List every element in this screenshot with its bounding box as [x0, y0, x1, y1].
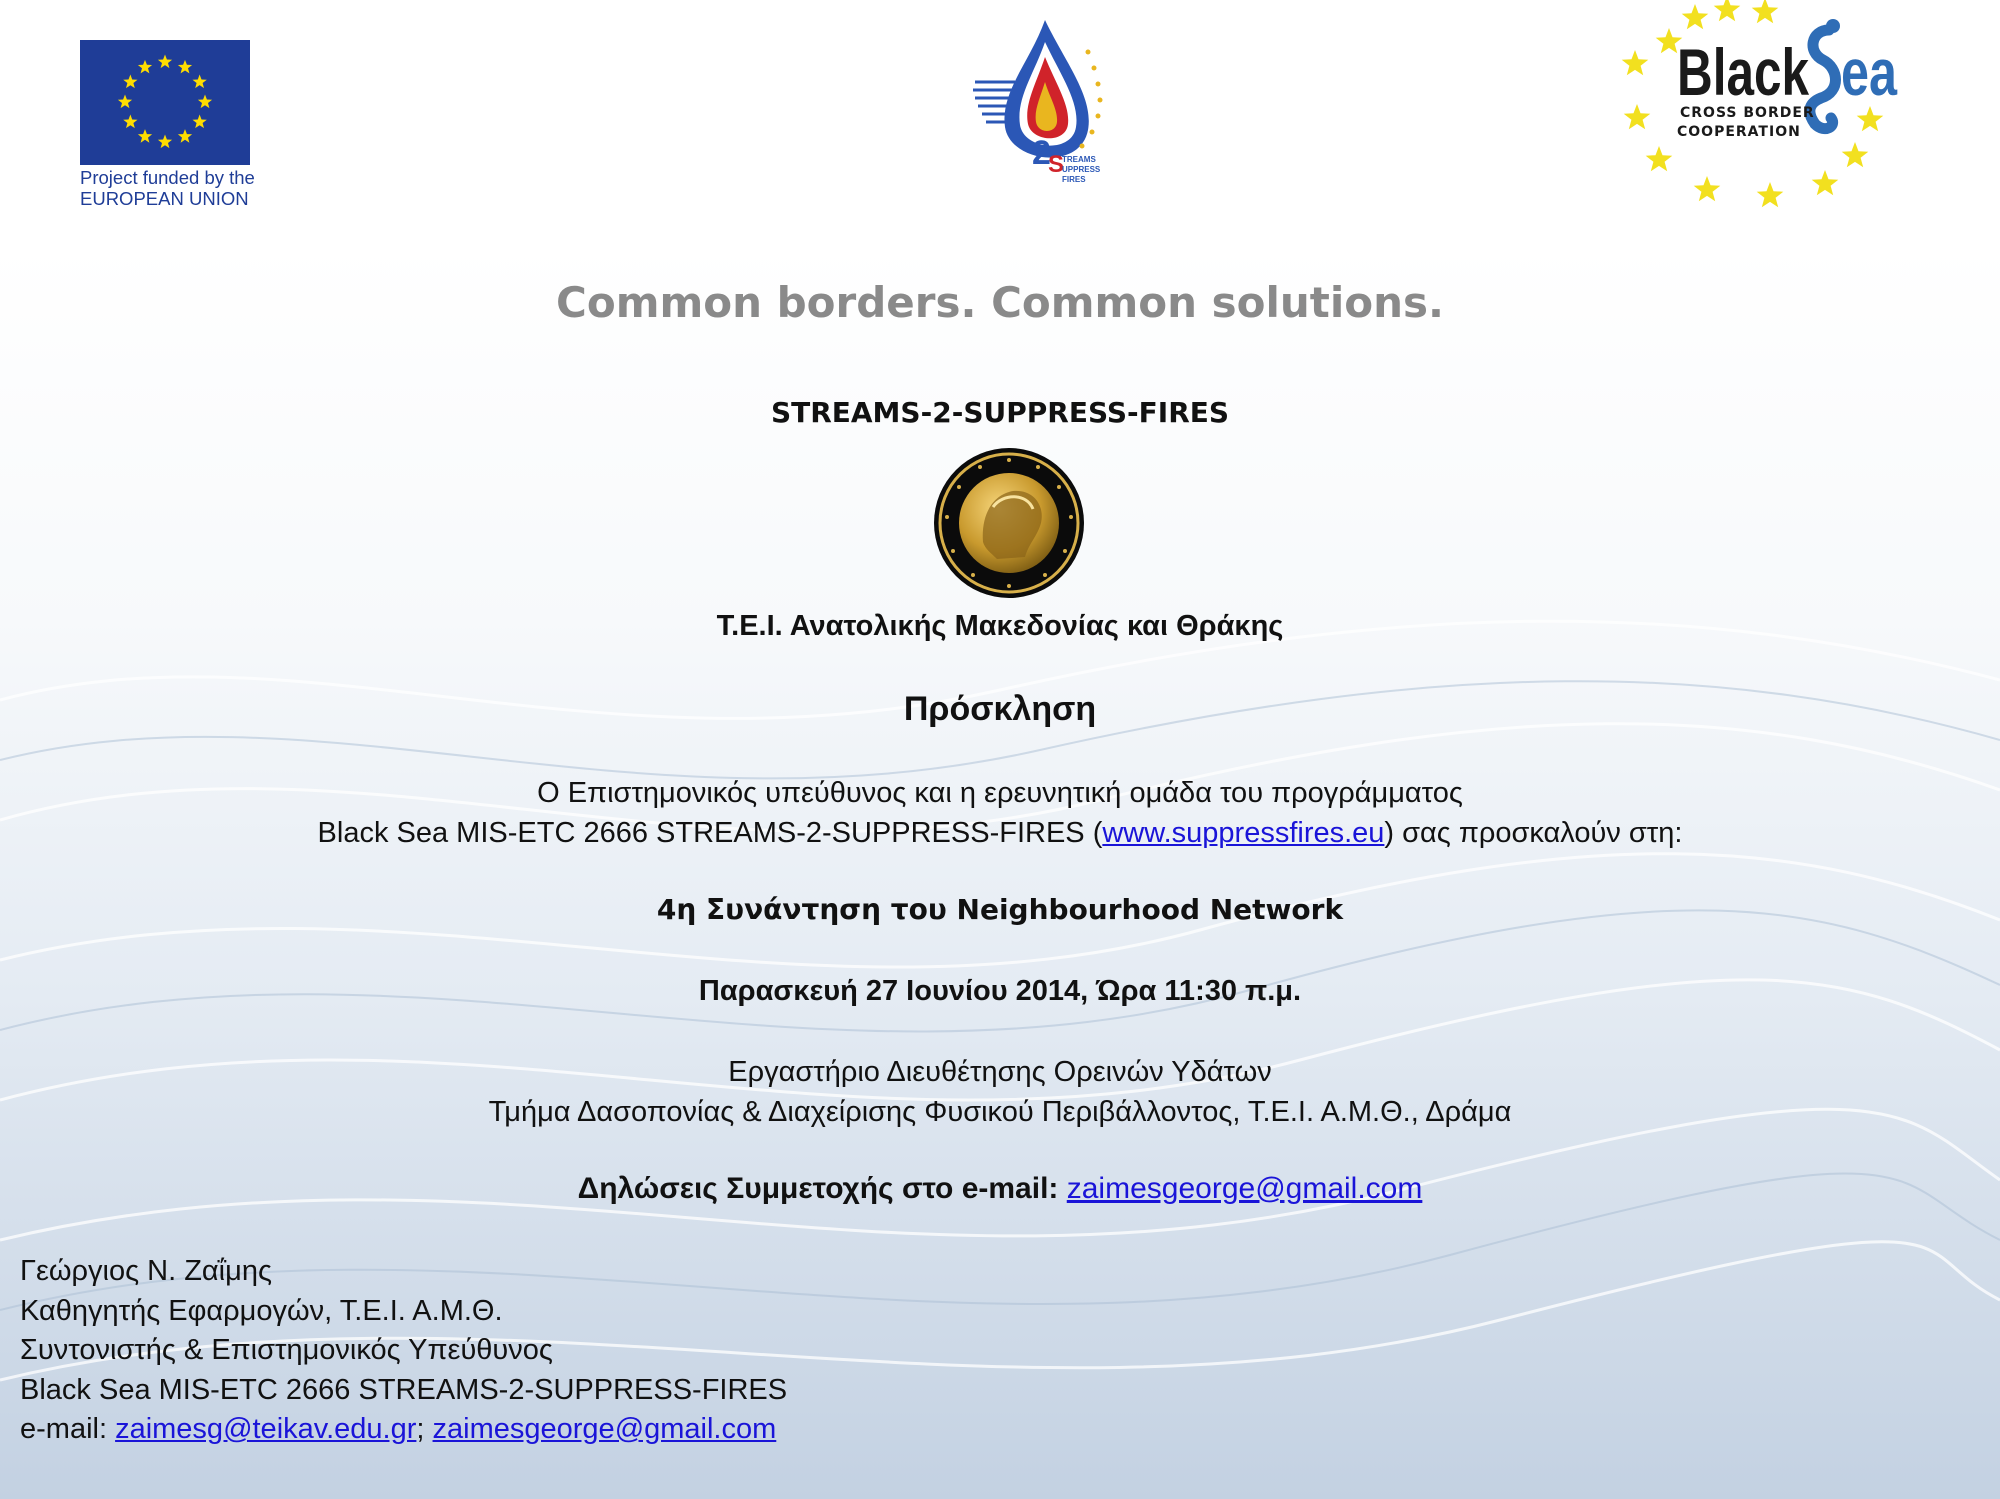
eu-caption-line2: EUROPEAN UNION: [80, 188, 249, 209]
eu-logo: [80, 40, 255, 209]
eu-star: [158, 55, 172, 69]
registration-label: Δηλώσεις Συμμετοχής στο e-mail:: [577, 1172, 1067, 1205]
tagline: Common borders. Common solutions.: [556, 278, 1444, 327]
eu-star: [178, 60, 192, 74]
flame-drop-icon: [970, 12, 1130, 202]
intro-line2-prefix: Black Sea MIS-ETC 2666 STREAMS-2-SUPPRESS-FIRES (: [317, 817, 1103, 849]
black-sea-logo: [1615, 0, 1915, 220]
signature-email-separator: ;: [416, 1413, 433, 1445]
registration-email-link[interactable]: zaimesgeorge@gmail.com: [1066, 1172, 1423, 1205]
svg-text:2: 2: [1032, 134, 1051, 172]
project-title: STREAMS-2-SUPPRESS-FIRES: [770, 396, 1230, 429]
tei-medal-icon: [933, 447, 1085, 599]
black-sea-star: [1842, 142, 1869, 167]
eu-star: [193, 115, 207, 129]
black-sea-star: [1857, 106, 1884, 131]
eu-star: [193, 75, 207, 89]
eu-star: [118, 95, 132, 109]
website-link[interactable]: www.suppressfires.eu: [1102, 817, 1385, 849]
black-sea-word1: Black: [1677, 35, 1810, 109]
venue: [0, 1052, 2000, 1132]
eu-flag-icon: [80, 40, 250, 165]
black-sea-line2: COOPERATION: [1677, 124, 1801, 140]
meeting-title: 4η Συνάντηση του Neighbourhood Network: [656, 893, 1344, 926]
black-sea-line1: CROSS BORDER: [1680, 105, 1815, 121]
institution-name: Τ.Ε.Ι. Ανατολικής Μακεδονίας και Θράκης: [716, 610, 1284, 642]
project-logo-line1: TREAMS: [1062, 155, 1096, 164]
project-logo-line2: UPPRESS: [1062, 165, 1101, 174]
eu-caption: [80, 167, 255, 209]
black-sea-star: [1757, 182, 1784, 207]
eu-star: [158, 135, 172, 149]
venue-line2: Τμήμα Δασοπονίας & Διαχείρισης Φυσικού Περιβάλλοντος, Τ.Ε.Ι. Α.Μ.Θ., Δράμα: [488, 1096, 1512, 1128]
signature-email-label: e-mail:: [20, 1413, 116, 1445]
black-sea-star: [1682, 4, 1709, 29]
signature-email1-link[interactable]: zaimesg@teikav.edu.gr: [115, 1413, 417, 1445]
signature-name: Γεώργιος Ν. Ζαΐμης: [20, 1255, 272, 1287]
intro-paragraph: [0, 773, 2000, 853]
registration: [0, 1172, 2000, 1206]
signature-role: Συντονιστής & Επιστημονικός Υπεύθυνος: [20, 1334, 553, 1366]
signature-title: Καθηγητής Εφαρμογών, Τ.Ε.Ι. Α.Μ.Θ.: [20, 1294, 503, 1327]
black-sea-word2: ea: [1841, 35, 1898, 109]
eu-caption-line1: Project funded by the: [80, 167, 255, 188]
black-sea-star: [1694, 176, 1721, 201]
black-sea-star: [1812, 170, 1839, 195]
signature-block: [20, 1252, 787, 1450]
black-sea-star: [1622, 50, 1649, 75]
eu-star: [198, 95, 212, 109]
eu-star: [138, 60, 152, 74]
venue-line1: Εργαστήριο Διευθέτησης Ορεινών Υδάτων: [728, 1056, 1272, 1088]
signature-project: Black Sea MIS-ETC 2666 STREAMS-2-SUPPRESS-FIRES: [20, 1373, 788, 1406]
black-sea-star: [1624, 104, 1651, 129]
eu-star: [123, 115, 137, 129]
signature-email2-link[interactable]: zaimesgeorge@gmail.com: [432, 1413, 777, 1445]
eu-star: [123, 75, 137, 89]
eu-star: [138, 129, 152, 143]
project-logo-line3: FIRES: [1062, 175, 1086, 184]
svg-text:S: S: [1048, 151, 1065, 178]
intro-line1: Ο Επιστημονικός υπεύθυνος και η ερευνητική ομάδα του προγράμματος: [537, 777, 1463, 809]
black-sea-star: [1752, 0, 1779, 23]
black-sea-star: [1646, 146, 1673, 171]
eu-star: [178, 129, 192, 143]
meeting-datetime: Παρασκευή 27 Ιουνίου 2014, Ώρα 11:30 π.μ.: [698, 975, 1302, 1007]
intro-line2-suffix: ) σας προσκαλούν στη:: [1384, 817, 1683, 849]
invitation-title: Πρόσκληση: [903, 690, 1097, 728]
intro-line2: [0, 813, 2000, 853]
signature-email-line: [20, 1410, 787, 1450]
black-sea-star: [1714, 0, 1741, 21]
project-logo: [970, 12, 1130, 202]
